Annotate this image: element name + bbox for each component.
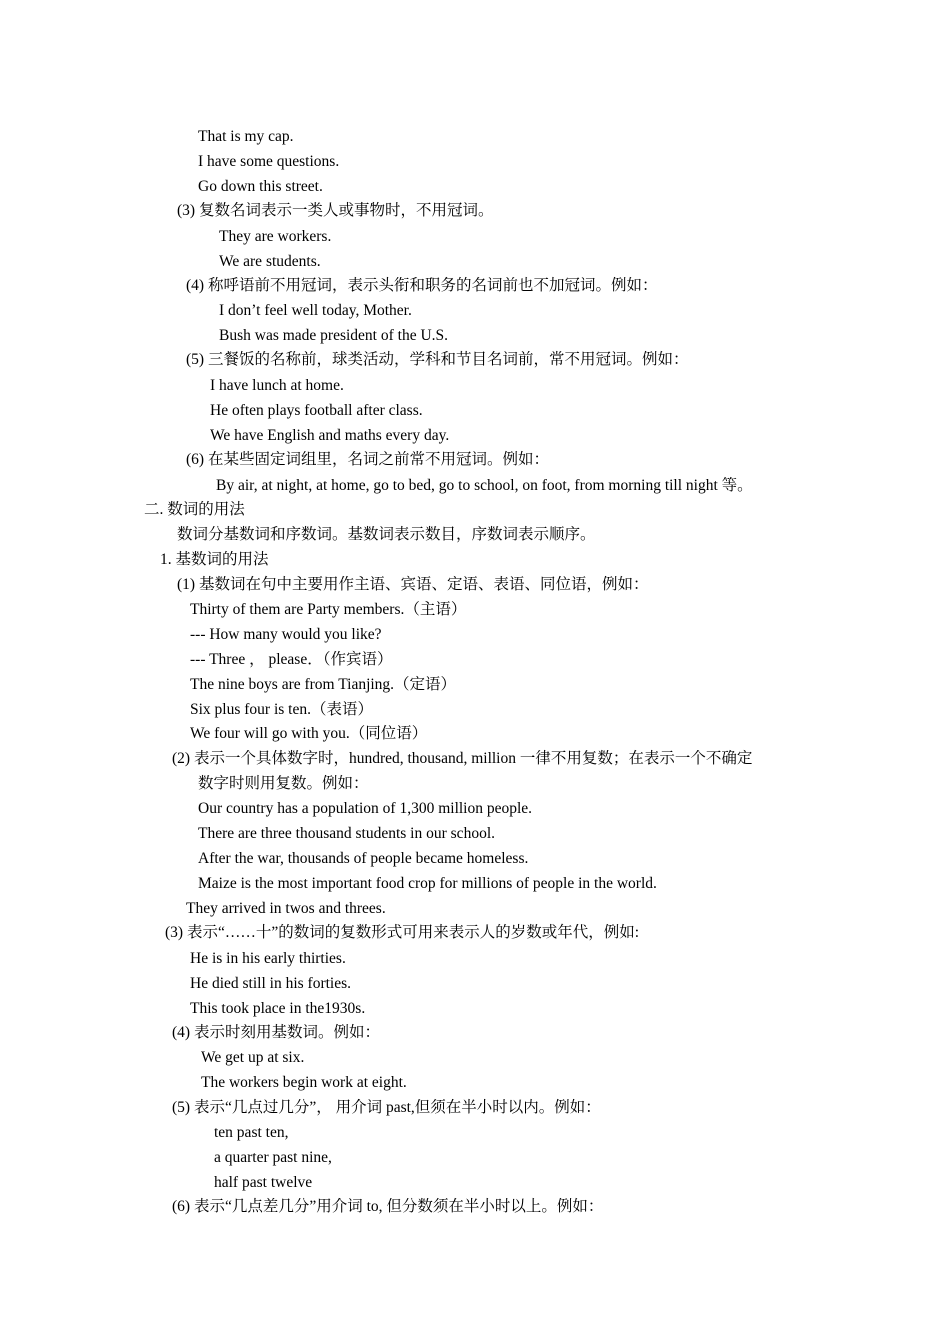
text-line: After the war, thousands of people became homeless. xyxy=(198,850,529,867)
text-line: By air, at night, at home, go to bed, go to school, on foot, from morning till night 等。 xyxy=(216,477,753,494)
subsection-heading: 1. 基数词的用法 xyxy=(160,551,269,568)
list-item-heading: (5) 三餐饭的名称前，球类活动，学科和节目名词前，常不用冠词。例如： xyxy=(186,351,689,368)
text-line: Maize is the most important food crop for millions of people in the world. xyxy=(198,875,657,892)
list-item-heading: (2) 表示一个具体数字时，hundred, thousand, million 一律不用复数；在表示一个不确定 xyxy=(172,750,753,767)
text-line: He is in his early thirties. xyxy=(190,950,346,967)
text-line: I have lunch at home. xyxy=(210,377,344,394)
text-line: Our country has a population of 1,300 million people. xyxy=(198,800,533,817)
text-line: We have English and maths every day. xyxy=(210,427,450,444)
text-line: We four will go with you.（同位语） xyxy=(190,725,428,742)
text-line: We get up at six. xyxy=(201,1049,305,1066)
text-line: There are three thousand students in our school. xyxy=(198,825,495,842)
list-item-heading: (6) 在某些固定词组里，名词之前常不用冠词。例如： xyxy=(186,451,549,468)
list-item-heading: (6) 表示“几点差几分”用介词 to, 但分数须在半小时以上。例如： xyxy=(172,1198,604,1215)
list-item-heading: (4) 称呼语前不用冠词，表示头衔和职务的名词前也不加冠词。例如： xyxy=(186,277,658,294)
text-line: Thirty of them are Party members.（主语） xyxy=(190,601,467,618)
text-line: The workers begin work at eight. xyxy=(201,1074,407,1091)
list-item-heading: (3) 复数名词表示一类人或事物时，不用冠词。 xyxy=(177,202,494,219)
text-line: They are workers. xyxy=(219,228,332,245)
text-line: Go down this street. xyxy=(198,178,323,195)
text-line: Bush was made president of the U.S. xyxy=(219,327,449,344)
text-line: I don’t feel well today, Mother. xyxy=(219,302,412,319)
list-item-heading: (1) 基数词在句中主要用作主语、宾语、定语、表语、同位语，例如： xyxy=(177,576,649,593)
text-line: He died still in his forties. xyxy=(190,975,352,992)
list-item-heading-cont: 数字时则用复数。例如： xyxy=(198,775,369,792)
list-item-heading: (5) 表示“几点过几分”， 用介词 past,但须在半小时以内。例如： xyxy=(172,1099,601,1116)
text-line: ten past ten, xyxy=(214,1124,289,1141)
text-line: This took place in the1930s. xyxy=(190,1000,366,1017)
text-line: half past twelve xyxy=(214,1174,313,1191)
text-line: --- Three ， please．（作宾语） xyxy=(190,651,393,668)
text-line: The nine boys are from Tianjing.（定语） xyxy=(190,676,457,693)
text-line: Six plus four is ten.（表语） xyxy=(190,701,373,718)
text-line: He often plays football after class. xyxy=(210,402,423,419)
list-item-heading: (3) 表示“……十”的数词的复数形式可用来表示人的岁数或年代，例如: xyxy=(165,924,640,941)
text-line: They arrived in twos and threes. xyxy=(186,900,386,917)
text-line: We are students. xyxy=(219,253,321,270)
text-line: a quarter past nine, xyxy=(214,1149,332,1166)
text-line: That is my cap. xyxy=(198,128,294,145)
section-heading: 二. 数词的用法 xyxy=(144,501,245,518)
text-line: --- How many would you like? xyxy=(190,626,382,643)
text-line: I have some questions. xyxy=(198,153,340,170)
paragraph: 数词分基数词和序数词。基数词表示数目，序数词表示顺序。 xyxy=(177,526,596,543)
list-item-heading: (4) 表示时刻用基数词。例如： xyxy=(172,1024,380,1041)
